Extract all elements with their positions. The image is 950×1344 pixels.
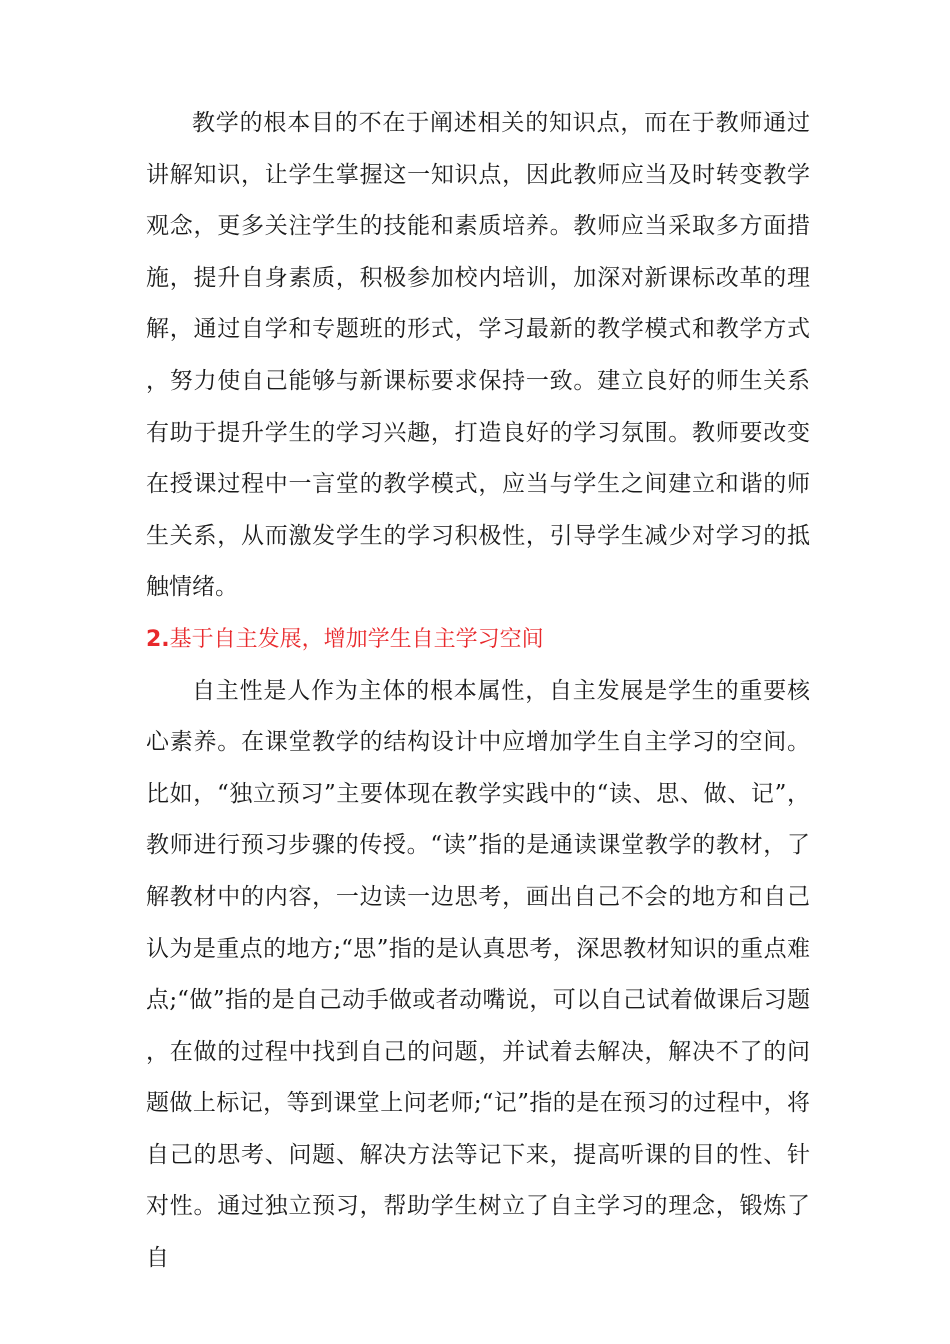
section-heading-text: 基于自主发展，增加学生自主学习空间 (169, 626, 544, 652)
body-paragraph-2: 自主性是人作为主体的根本属性，自主发展是学生的重要核心素养。在课堂教学的结构设计中应增加学生自主学习的空间。比如，“独立预习”主要体现在教学实践中的“读、思、做、记”，教师进行预习步骤的传授。“读”指的是通读课堂教学的教材，了解教材中的内容，一边读一边思考，画出自己不会的地方和自己认为是重点的地方;“思”指的是认真思考，深思教材知识的重点难点;“做”指的是自己动手做或者动嘴说，可以自己试着做课后习题，在做的过程中找到自己的问题，并试着去解决，解决不了的问题做上标记，等到课堂上问老师;“记”指的是在预习的过程中，将自己的思考、问题、解决方法等记下来，提高听课的目的性、针对性。通过独立预习，帮助学生树立了自主学习的理念，锻炼了自 (146, 677, 810, 1272)
section-heading-number: 2. (146, 626, 170, 652)
body-paragraph-1: 教学的根本目的不在于阐述相关的知识点，而在于教师通过讲解知识，让学生掌握这一知识点，因此教师应当及时转变教学观念，更多关注学生的技能和素质培养。教师应当采取多方面措施，提升自身素质，积极参加校内培训，加深对新课标改革的理解，通过自学和专题班的形式，学习最新的教学模式和教学方式，努力使自己能够与新课标要求保持一致。建立良好的师生关系有助于提升学生的学习兴趣，打造良好的学习氛围。教师要改变在授课过程中一言堂的教学模式，应当与学生之间建立和谐的师生关系，从而激发学生的学习积极性，引导学生减少对学习的抵触情绪。 (146, 110, 810, 601)
document-body (146, 98, 810, 1285)
section-heading (146, 614, 810, 666)
